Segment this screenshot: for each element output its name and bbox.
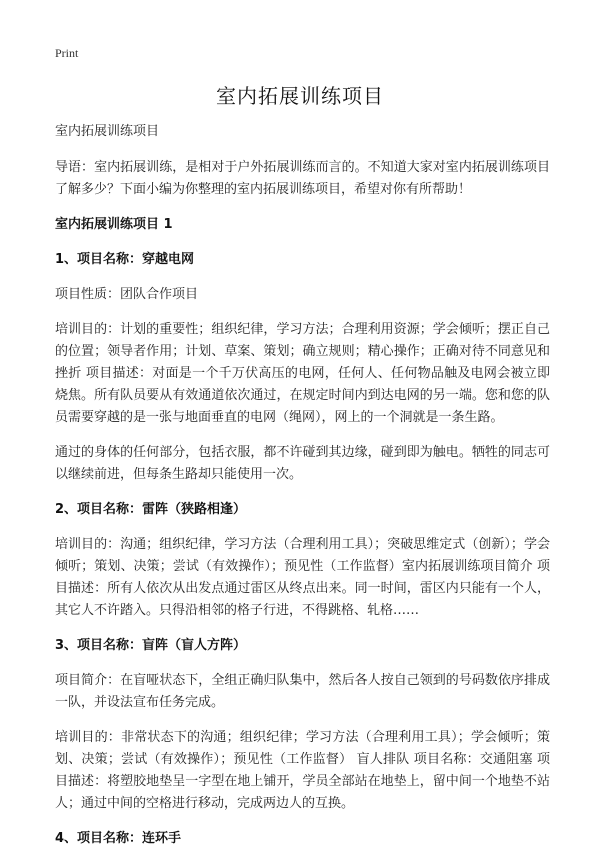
- document-title: 室内拓展训练项目: [216, 84, 384, 108]
- item-heading-1: 1、项目名称：穿越电网: [55, 252, 195, 267]
- item-3-paragraph-1: 项目简介：在盲哑状态下，全组正确归队集中，然后各人按自己领到的号码数依序排成一队，并设法宣布任务完成。: [55, 673, 550, 710]
- print-label[interactable]: Print: [55, 46, 79, 60]
- item-heading-3: 3、项目名称：盲阵（盲人方阵）: [55, 638, 247, 653]
- intro-paragraph: 导语：室内拓展训练，是相对于户外拓展训练而言的。不知道大家对室内拓展训练项目了解多少？下面小编为你整理的室内拓展训练项目，希望对你有所帮助！: [55, 160, 550, 197]
- item-1-paragraph-3: 通过的身体的任何部分，包括衣服，都不许碰到其边缘，碰到即为触电。牺牲的同志可以继续前进，但每条生路却只能使用一次。: [55, 445, 550, 482]
- item-1-paragraph-2: 培训目的：计划的重要性；组织纪律，学习方法；合理利用资源；学会倾听；摆正自己的位置；领导者作用；计划、草案、策划；确立规则；精心操作；正确对待不同意见和挫折 项目描述：对面是一个千万伏高压的电网，任何人、任何物品触及电网会被立即烧焦。所有队员要从有效通道依次通过，在规定时间内到达电网的另一端。您和您的队员需要穿越的是一张与地面垂直的电网（绳网），网上的一个洞就是一条生路。: [55, 322, 550, 425]
- item-1-paragraph-1: 项目性质：团队合作项目: [55, 287, 199, 302]
- item-heading-4: 4、项目名称：连环手: [55, 831, 182, 846]
- document-body: [55, 121, 550, 863]
- item-3-paragraph-2: 培训目的：非常状态下的沟通；组织纪律；学习方法（合理利用工具）；学会倾听；策划、决策；尝试（有效操作）；预见性（工作监督） 盲人排队 项目名称：交通阻塞 项目描述：将塑胶地垫呈一字型在地上铺开，学员全部站在地垫上，留中间一个地垫不站人；通过中间的空格进行移动，完成两边人的互换。: [55, 730, 550, 811]
- item-heading-2: 2、项目名称：雷阵（狭路相逢）: [55, 502, 247, 517]
- item-2-paragraph-1: 培训目的：沟通；组织纪律，学习方法（合理利用工具）；突破思维定式（创新）；学会倾听；策划、决策；尝试（有效操作）；预见性（工作监督）室内拓展训练项目简介 项目描述：所有人依次从出发点通过雷区从终点出来。同一时间，雷区内只能有一个人，其它人不许踏入。只得沿相邻的格子行进，不得跳格、轧格……: [55, 537, 550, 618]
- document-subtitle: 室内拓展训练项目: [55, 124, 160, 139]
- section-heading: 室内拓展训练项目 1: [55, 217, 173, 232]
